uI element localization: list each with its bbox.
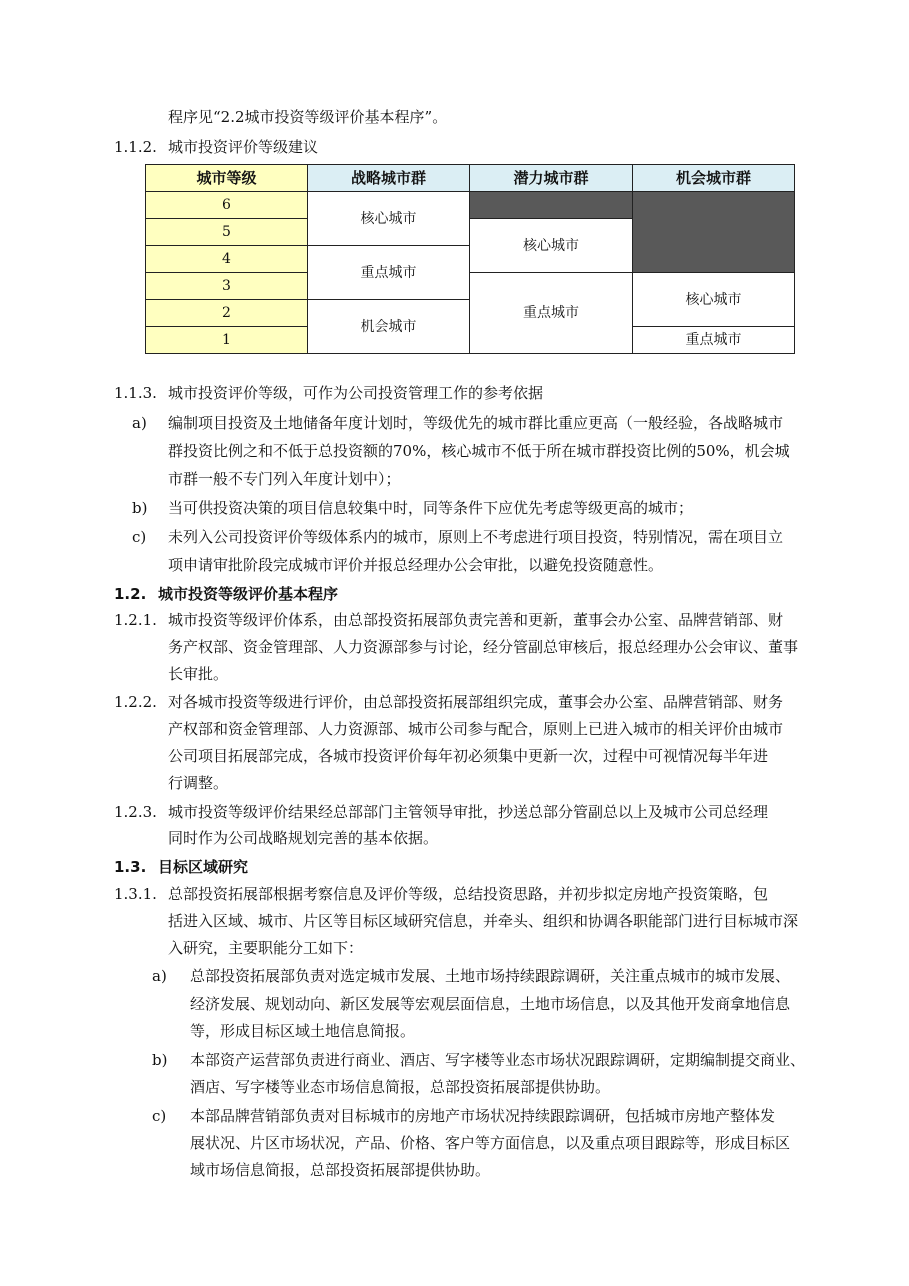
item-line: 当可供投资决策的项目信息较集中时，同等条件下应优先考虑等级更高的城市； [168, 499, 694, 517]
level-cell: 3 [145, 272, 308, 300]
item-line: 展状况、片区市场状况，产品、价格、客户等方面信息，以及重点项目跟踪等，形成目标区 [190, 1134, 791, 1152]
potential-cell: 核心城市 [469, 218, 633, 273]
strategic-cell: 机会城市 [307, 299, 470, 354]
item-line: 等，形成目标区域土地信息简报。 [190, 1022, 416, 1040]
intro-line: 程序见“2.2城市投资等级评价基本程序”。 [168, 108, 448, 126]
opportunity-cell: 重点城市 [632, 326, 795, 354]
strategic-cell: 重点城市 [307, 245, 470, 300]
para-line: 产权部和资金管理部、人力资源部、城市公司参与配合，原则上已进入城市的相关评价由城市 [168, 720, 784, 738]
item-line: 本部资产运营部负责进行商业、酒店、写字楼等业态市场状况跟踪调研，定期编制提交商业、 [190, 1051, 806, 1069]
level-cell: 4 [145, 245, 308, 273]
item-marker: a) [132, 414, 147, 432]
item-line: 域市场信息简报，总部投资拓展部提供协助。 [190, 1161, 491, 1179]
item-line: 本部品牌营销部负责对目标城市的房地产市场状况持续跟踪调研，包括城市房地产整体发 [190, 1107, 776, 1125]
section-heading: 城市投资等级评价基本程序 [158, 585, 339, 603]
para-line: 城市投资等级评价体系，由总部投资拓展部负责完善和更新，董事会办公室、品牌营销部、财 [168, 611, 784, 629]
item-line: 酒店、写字楼等业态市场信息简报，总部投资拓展部提供协助。 [190, 1078, 611, 1096]
section-title: 城市投资评价等级，可作为公司投资管理工作的参考依据 [168, 384, 544, 402]
para-line: 对各城市投资等级进行评价，由总部投资拓展部组织完成，董事会办公室、品牌营销部、财务 [168, 693, 784, 711]
blocked-cell [469, 191, 633, 219]
city-level-table [145, 164, 795, 354]
potential-cell: 重点城市 [469, 272, 633, 354]
item-marker: b) [132, 499, 148, 517]
item-marker: c) [152, 1107, 167, 1125]
section-number: 1.3. [114, 858, 147, 876]
item-marker: b) [152, 1051, 168, 1069]
section-title: 城市投资评价等级建议 [168, 138, 319, 156]
item-line: 未列入公司投资评价等级体系内的城市，原则上不考虑进行项目投资，特别情况，需在项目立 [168, 528, 784, 546]
level-cell: 6 [145, 191, 308, 219]
para-line: 长审批。 [168, 665, 229, 683]
item-line: 编制项目投资及土地储备年度计划时，等级优先的城市群比重应更高（一般经验，各战略城市 [168, 414, 784, 432]
para-line: 行调整。 [168, 774, 229, 792]
strategic-cell: 核心城市 [307, 191, 470, 246]
para-line: 城市投资等级评价结果经总部部门主管领导审批，抄送总部分管副总以上及城市公司总经理 [168, 803, 769, 821]
item-line: 经济发展、规划动向、新区发展等宏观层面信息，土地市场信息，以及其他开发商拿地信息 [190, 995, 791, 1013]
item-line: 市群一般不专门列入年度计划中）； [168, 470, 401, 488]
para-line: 总部投资拓展部根据考察信息及评价等级，总结投资思路，并初步拟定房地产投资策略，包 [168, 885, 769, 903]
section-number: 1.2.1. [114, 611, 157, 629]
para-line: 同时作为公司战略规划完善的基本依据。 [168, 829, 439, 847]
level-cell: 2 [145, 299, 308, 327]
item-line: 总部投资拓展部负责对选定城市发展、土地市场持续跟踪调研，关注重点城市的城市发展、 [190, 967, 791, 985]
section-number: 1.3.1. [114, 885, 157, 903]
item-marker: a) [152, 967, 167, 985]
item-line: 项申请审批阶段完成城市评价并报总经理办公会审批，以避免投资随意性。 [168, 556, 664, 574]
section-number: 1.2. [114, 585, 147, 603]
header-strategic: 战略城市群 [307, 164, 470, 192]
section-number: 1.2.3. [114, 803, 157, 821]
header-opportunity: 机会城市群 [632, 164, 795, 192]
section-heading: 目标区域研究 [158, 858, 249, 876]
para-line: 括进入区域、城市、片区等目标区域研究信息，并牵头、组织和协调各职能部门进行目标城市深 [168, 912, 799, 930]
section-number: 1.1.2. [114, 138, 157, 156]
item-line: 群投资比例之和不低于总投资额的70%，核心城市不低于所在城市群投资比例的50%，机会城 [168, 442, 790, 460]
header-city-level: 城市等级 [145, 164, 308, 192]
level-cell: 1 [145, 326, 308, 354]
para-line: 入研究，主要职能分工如下： [168, 939, 364, 957]
para-line: 公司项目拓展部完成，各城市投资评价每年初必须集中更新一次，过程中可视情况每半年进 [168, 747, 769, 765]
level-cell: 5 [145, 218, 308, 246]
para-line: 务产权部、资金管理部、人力资源部参与讨论，经分管副总审核后，报总经理办公会审议、董事 [168, 638, 799, 656]
section-number: 1.2.2. [114, 693, 157, 711]
item-marker: c) [132, 528, 147, 546]
header-potential: 潜力城市群 [469, 164, 633, 192]
opportunity-cell: 核心城市 [632, 272, 795, 327]
blocked-cell [632, 191, 795, 273]
section-number: 1.1.3. [114, 384, 157, 402]
